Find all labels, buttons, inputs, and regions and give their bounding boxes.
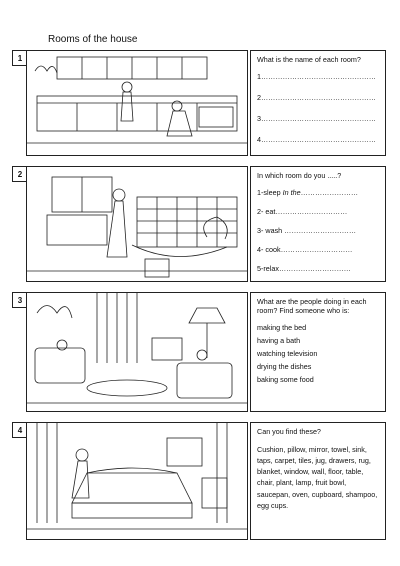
living-room-drawing [27, 293, 247, 411]
bathroom-drawing [27, 167, 247, 281]
section-4 [12, 422, 376, 540]
question-box-3 [250, 292, 386, 412]
answer-item-sleep[interactable]: 1-sleep In the…………………… [257, 188, 359, 197]
section-number: 4 [12, 422, 28, 438]
bathroom-illustration [26, 166, 248, 282]
section-2 [12, 166, 376, 282]
answer-item-eat[interactable]: 2- eat………………………… [257, 207, 348, 216]
question-box-2 [250, 166, 386, 282]
bedroom-illustration [26, 422, 248, 540]
question-box-4 [250, 422, 386, 540]
section-number: 2 [12, 166, 28, 182]
answer-line-1[interactable]: 1………………………………………… [257, 72, 376, 81]
answer-item-relax[interactable]: 5-relax………………………… [257, 264, 351, 273]
answer-item-cook[interactable]: 4- cook………………………… [257, 245, 353, 254]
section-number: 1 [12, 50, 28, 66]
activity-list [257, 323, 379, 384]
question-box-1 [250, 50, 386, 156]
question-text: Can you find these? [257, 427, 321, 436]
answer-line-3[interactable]: 3………………………………………… [257, 114, 376, 123]
kitchen-illustration [26, 50, 248, 156]
list-item: baking some food [257, 375, 314, 384]
section-3 [12, 292, 376, 412]
answer-item-wash[interactable]: 3- wash ………………………… [257, 226, 357, 235]
answer-line-4[interactable]: 4………………………………………… [257, 135, 376, 144]
list-item: drying the dishes [257, 362, 312, 371]
answer-line-2[interactable]: 2………………………………………… [257, 93, 376, 102]
list-item: watching television [257, 349, 318, 358]
question-text: What is the name of each room? [257, 55, 361, 64]
section-1 [12, 50, 376, 156]
question-text: In which room do you .....? [257, 171, 342, 180]
kitchen-drawing [27, 51, 247, 155]
section-number: 3 [12, 292, 28, 308]
list-item: having a bath [257, 336, 301, 345]
bedroom-drawing [27, 423, 247, 539]
living-room-illustration [26, 292, 248, 412]
page-title: Rooms of the house [48, 34, 138, 45]
list-item: making the bed [257, 323, 307, 332]
question-text: What are the people doing in each room? Find someone who is: [257, 297, 367, 315]
vocabulary-paragraph: Cushion, pillow, mirror, towel, sink, taps, carpet, tiles, jug, drawers, rug, blanket, window, wall, floor, table, chair, plant, lamp, fruit bowl, saucepan, oven, cupboard, shampoo, egg cups. [257, 445, 378, 510]
